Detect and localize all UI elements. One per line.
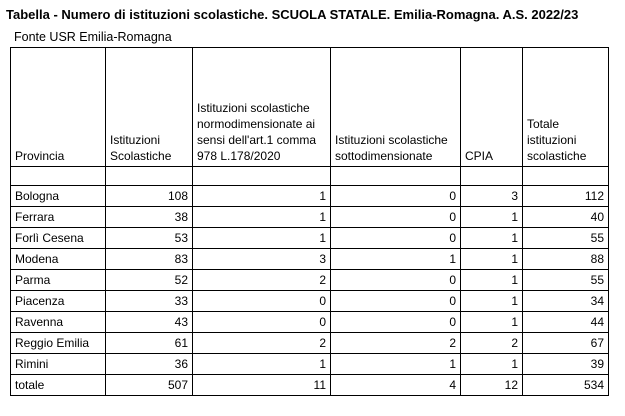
cell-totale: 34 — [523, 291, 609, 312]
cell-normo: 2 — [193, 270, 331, 291]
cell-sotto: 0 — [331, 228, 461, 249]
header-normodimensionate: Istituzioni scolastiche normodimensionate ai sensi dell'art.1 comma 978 L.178/2020 — [193, 48, 331, 167]
cell-sotto: 1 — [331, 249, 461, 270]
cell-provincia: Ravenna — [11, 312, 106, 333]
cell-normo: 1 — [193, 228, 331, 249]
cell-sotto: 0 — [331, 291, 461, 312]
table-row — [11, 186, 609, 207]
cell-cpia: 12 — [461, 375, 523, 396]
spacer-cell — [331, 167, 461, 186]
cell-istituzioni: 108 — [106, 186, 193, 207]
cell-provincia: Ferrara — [11, 207, 106, 228]
cell-cpia: 1 — [461, 249, 523, 270]
cell-cpia: 1 — [461, 354, 523, 375]
cell-normo: 0 — [193, 291, 331, 312]
cell-provincia: Reggio Emilia — [11, 333, 106, 354]
cell-cpia: 1 — [461, 228, 523, 249]
header-cpia: CPIA — [461, 48, 523, 167]
cell-provincia: Piacenza — [11, 291, 106, 312]
cell-istituzioni: 33 — [106, 291, 193, 312]
cell-istituzioni: 38 — [106, 207, 193, 228]
header-totale: Totale istituzioni scolastiche — [523, 48, 609, 167]
cell-totale: 40 — [523, 207, 609, 228]
cell-normo: 2 — [193, 333, 331, 354]
spacer-cell — [523, 167, 609, 186]
cell-cpia: 1 — [461, 312, 523, 333]
cell-sotto: 0 — [331, 270, 461, 291]
data-table — [10, 47, 609, 396]
cell-normo: 11 — [193, 375, 331, 396]
total-row — [11, 375, 609, 396]
spacer-cell — [193, 167, 331, 186]
cell-provincia: Parma — [11, 270, 106, 291]
table-row — [11, 333, 609, 354]
table-row — [11, 228, 609, 249]
table-row — [11, 207, 609, 228]
header-istituzioni: Istituzioni Scolastiche — [106, 48, 193, 167]
source-note: Fonte USR Emilia-Romagna — [14, 30, 172, 44]
cell-sotto: 2 — [331, 333, 461, 354]
spacer-row — [11, 167, 609, 186]
table-row — [11, 354, 609, 375]
cell-istituzioni: 36 — [106, 354, 193, 375]
cell-normo: 3 — [193, 249, 331, 270]
cell-totale: 112 — [523, 186, 609, 207]
header-provincia: Provincia — [11, 48, 106, 167]
cell-provincia: Rimini — [11, 354, 106, 375]
table-row — [11, 270, 609, 291]
cell-totale: 44 — [523, 312, 609, 333]
cell-istituzioni: 507 — [106, 375, 193, 396]
cell-totale: 88 — [523, 249, 609, 270]
cell-cpia: 2 — [461, 333, 523, 354]
table-row — [11, 291, 609, 312]
cell-istituzioni: 53 — [106, 228, 193, 249]
cell-cpia: 3 — [461, 186, 523, 207]
cell-totale: 55 — [523, 228, 609, 249]
cell-normo: 1 — [193, 207, 331, 228]
cell-cpia: 1 — [461, 291, 523, 312]
cell-cpia: 1 — [461, 270, 523, 291]
spacer-cell — [106, 167, 193, 186]
cell-sotto: 4 — [331, 375, 461, 396]
cell-istituzioni: 43 — [106, 312, 193, 333]
cell-sotto: 0 — [331, 186, 461, 207]
cell-totale: 39 — [523, 354, 609, 375]
cell-cpia: 1 — [461, 207, 523, 228]
cell-normo: 1 — [193, 354, 331, 375]
cell-provincia: Modena — [11, 249, 106, 270]
header-row — [11, 48, 609, 167]
cell-istituzioni: 52 — [106, 270, 193, 291]
cell-normo: 1 — [193, 186, 331, 207]
cell-istituzioni: 83 — [106, 249, 193, 270]
spacer-cell — [11, 167, 106, 186]
table-title: Tabella - Numero di istituzioni scolastiche. SCUOLA STATALE. Emilia-Romagna. A.S. 2022/23 — [6, 7, 579, 22]
table-row — [11, 312, 609, 333]
cell-provincia: Forlì Cesena — [11, 228, 106, 249]
cell-provincia: totale — [11, 375, 106, 396]
table-row — [11, 249, 609, 270]
cell-totale: 55 — [523, 270, 609, 291]
cell-istituzioni: 61 — [106, 333, 193, 354]
cell-totale: 534 — [523, 375, 609, 396]
cell-provincia: Bologna — [11, 186, 106, 207]
header-sottodimensionate: Istituzioni scolastiche sottodimensionate — [331, 48, 461, 167]
cell-sotto: 0 — [331, 312, 461, 333]
cell-totale: 67 — [523, 333, 609, 354]
cell-sotto: 1 — [331, 354, 461, 375]
cell-normo: 0 — [193, 312, 331, 333]
spacer-cell — [461, 167, 523, 186]
cell-sotto: 0 — [331, 207, 461, 228]
